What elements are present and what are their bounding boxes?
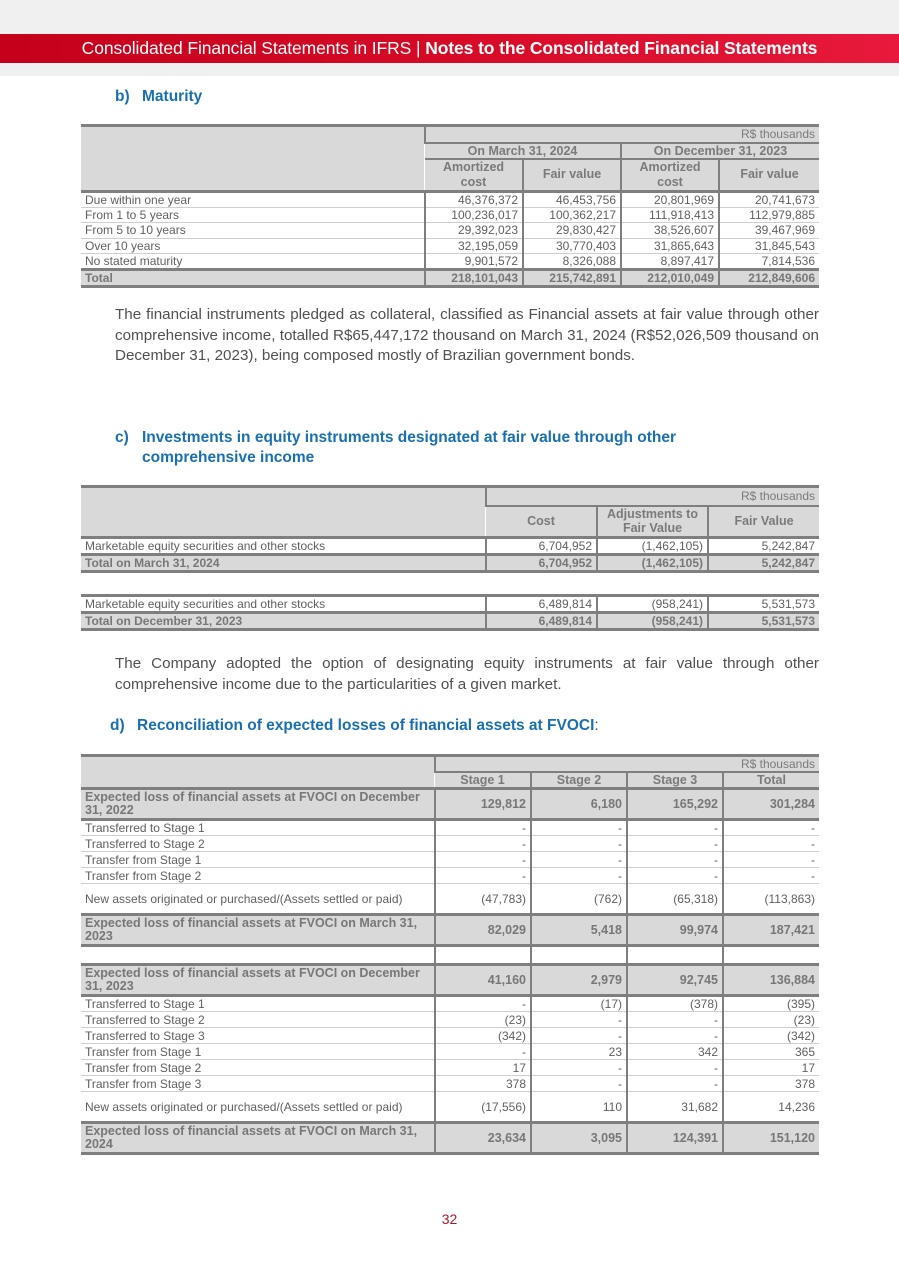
- section-b-title: Maturity: [142, 88, 203, 105]
- row-label: Due within one year: [81, 191, 425, 207]
- period-header: On March 31, 2024: [425, 143, 621, 159]
- table-row: [81, 820, 819, 836]
- cell: 100,362,217: [523, 207, 621, 223]
- cell: 8,326,088: [523, 254, 621, 270]
- cell: 5,531,573: [708, 613, 819, 630]
- cell: -: [627, 820, 723, 836]
- cell: 20,741,673: [719, 191, 819, 207]
- cell: 100,236,017: [425, 207, 523, 223]
- cell: (378): [627, 996, 723, 1012]
- cell: -: [627, 868, 723, 884]
- cell: -: [531, 1076, 627, 1092]
- row-label: Transferred to Stage 3: [81, 1028, 435, 1044]
- cell: 365: [723, 1044, 819, 1060]
- cell: 14,236: [723, 1092, 819, 1123]
- row-label: Transfer from Stage 2: [81, 1060, 435, 1076]
- cell: 17: [435, 1060, 531, 1076]
- cell: (1,462,105): [597, 555, 708, 572]
- column-header: Fair value: [719, 159, 819, 192]
- row-label: Expected loss of financial assets at FVOCI on December 31, 2023: [81, 965, 435, 996]
- maturity-corner: [81, 126, 425, 192]
- row-label: Transfer from Stage 1: [81, 1044, 435, 1060]
- table-row: [81, 1076, 819, 1092]
- section-d-letter: d): [110, 717, 125, 734]
- cell: (17): [531, 996, 627, 1012]
- unit-label: R$ thousands: [486, 487, 819, 506]
- cell: 218,101,043: [425, 270, 523, 287]
- unit-label: R$ thousands: [425, 126, 819, 143]
- section-b-letter: b): [115, 88, 130, 105]
- cell: -: [435, 868, 531, 884]
- cell: 378: [723, 1076, 819, 1092]
- row-label: New assets originated or purchased/(Assets settled or paid): [81, 1092, 435, 1123]
- cell: -: [627, 1060, 723, 1076]
- closing-balance-row: [81, 915, 819, 946]
- cell: 30,770,403: [523, 238, 621, 254]
- cell: 215,742,891: [523, 270, 621, 287]
- table-row: [81, 254, 819, 270]
- table-row: [81, 852, 819, 868]
- table-row: [81, 191, 819, 207]
- cell: (23): [435, 1012, 531, 1028]
- total-row: [81, 613, 819, 630]
- row-label: Transfer from Stage 3: [81, 1076, 435, 1092]
- cell: (65,318): [627, 884, 723, 915]
- collateral-paragraph: The financial instruments pledged as collateral, classified as Financial assets at fair value through other comprehensive income, totalled R$65,447,172 thousand on March 31, 2024 (R$52,026,509 thousand on December 31, 2023), being composed mostly of Brazilian government bonds.: [115, 306, 819, 364]
- row-label: Marketable equity securities and other stocks: [81, 538, 486, 555]
- top-margin: [0, 0, 899, 34]
- page-number: 32: [441, 1211, 458, 1227]
- cell: 99,974: [627, 915, 723, 946]
- cell: 6,489,814: [486, 613, 597, 630]
- row-label: Total on March 31, 2024: [81, 555, 486, 572]
- header-title-regular: Consolidated Financial Statements in IFRS |: [81, 38, 426, 58]
- row-label: Transferred to Stage 2: [81, 836, 435, 852]
- table-row: [81, 1028, 819, 1044]
- cell: -: [435, 836, 531, 852]
- table-row: [81, 538, 819, 555]
- table-row: [81, 207, 819, 223]
- cell: 212,849,606: [719, 270, 819, 287]
- cell: -: [435, 1044, 531, 1060]
- cell: 31,845,543: [719, 238, 819, 254]
- cell: 9,901,572: [425, 254, 523, 270]
- cell: 39,467,969: [719, 223, 819, 239]
- opening-balance-row: [81, 789, 819, 820]
- section-d-heading: [110, 716, 599, 736]
- spacer-row: [81, 946, 819, 965]
- table-row: [81, 836, 819, 852]
- cell: 5,242,847: [708, 555, 819, 572]
- total-row: [81, 555, 819, 572]
- row-label: Marketable equity securities and other stocks: [85, 597, 326, 611]
- cell: 29,830,427: [523, 223, 621, 239]
- cell: (958,241): [597, 613, 708, 630]
- period-header: On December 31, 2023: [621, 143, 819, 159]
- cell: (23): [723, 1012, 819, 1028]
- cell: 20,801,969: [621, 191, 719, 207]
- fvoci-reconciliation-table: [81, 754, 819, 1155]
- cell: 29,392,023: [425, 223, 523, 239]
- cell: 17: [723, 1060, 819, 1076]
- cell: -: [627, 852, 723, 868]
- cell: 136,884: [723, 965, 819, 996]
- cell: -: [435, 852, 531, 868]
- cell: 187,421: [723, 915, 819, 946]
- cell: (342): [723, 1028, 819, 1044]
- row-label: Transfer from Stage 1: [81, 852, 435, 868]
- section-c-title-line2: comprehensive income: [142, 449, 315, 466]
- column-header: Fair Value: [708, 506, 819, 538]
- row-label: New assets originated or purchased/(Assets settled or paid): [81, 884, 435, 915]
- section-c-title-line1: Investments in equity instruments designated at fair value through other: [142, 429, 676, 446]
- cell: 151,120: [723, 1123, 819, 1154]
- cell: 31,682: [627, 1092, 723, 1123]
- row-label: No stated maturity: [81, 254, 425, 270]
- cell: -: [531, 1028, 627, 1044]
- row-label: Expected loss of financial assets at FVOCI on December 31, 2022: [81, 789, 435, 820]
- row-label: Total: [81, 270, 425, 287]
- equity-table-march-2024: [81, 485, 819, 573]
- cell: 124,391: [627, 1123, 723, 1154]
- cell: -: [723, 820, 819, 836]
- row-label: Transferred to Stage 1: [81, 996, 435, 1012]
- table-row: [81, 996, 819, 1012]
- column-header: Cost: [486, 506, 597, 538]
- table-row: [81, 596, 819, 613]
- cell: 82,029: [435, 915, 531, 946]
- table-row: [81, 868, 819, 884]
- page-header-banner: [0, 34, 899, 63]
- cell: -: [435, 820, 531, 836]
- cell: 6,489,814: [486, 596, 597, 613]
- equity-paragraph: The Company adopted the option of designating equity instruments at fair value through other comprehensive income due to the particularities of a given market.: [115, 655, 819, 693]
- row-label: From 1 to 5 years: [81, 207, 425, 223]
- section-b-heading: [115, 87, 202, 107]
- row-label: Total on December 31, 2023: [81, 613, 486, 630]
- cell: 6,704,952: [486, 555, 597, 572]
- table-row: [81, 1060, 819, 1076]
- cell: -: [627, 1012, 723, 1028]
- total-row: [81, 270, 819, 287]
- header-title-bold: Notes to the Consolidated Financial Statements: [425, 38, 818, 58]
- cell: (342): [435, 1028, 531, 1044]
- cell: -: [531, 868, 627, 884]
- table-row: [81, 884, 819, 915]
- cell: 41,160: [435, 965, 531, 996]
- cell: -: [531, 852, 627, 868]
- table-row: [81, 238, 819, 254]
- row-label: Expected loss of financial assets at FVOCI on March 31, 2023: [81, 915, 435, 946]
- cell: (1,462,105): [597, 538, 708, 555]
- column-header: Amortized cost: [621, 159, 719, 192]
- cell: 32,195,059: [425, 238, 523, 254]
- cell: 6,180: [531, 789, 627, 820]
- cell: 46,453,756: [523, 191, 621, 207]
- row-label: Transfer from Stage 2: [81, 868, 435, 884]
- cell: -: [627, 1076, 723, 1092]
- equity-table-december-2023: [81, 594, 819, 631]
- cell: 5,418: [531, 915, 627, 946]
- cell: -: [723, 852, 819, 868]
- cell: 38,526,607: [621, 223, 719, 239]
- equity-corner: [81, 487, 486, 538]
- cell: (958,241): [597, 596, 708, 613]
- column-header: Stage 3: [627, 772, 723, 789]
- column-header: Adjustments to Fair Value: [597, 506, 708, 538]
- row-label: Transferred to Stage 2: [81, 1012, 435, 1028]
- closing-balance-row: [81, 1123, 819, 1154]
- cell: 7,814,536: [719, 254, 819, 270]
- opening-balance-row: [81, 965, 819, 996]
- header-underband: [0, 63, 899, 76]
- cell: 301,284: [723, 789, 819, 820]
- column-header: Stage 1: [435, 772, 531, 789]
- cell: -: [627, 836, 723, 852]
- row-label: Over 10 years: [81, 238, 425, 254]
- cell: 8,897,417: [621, 254, 719, 270]
- cell: 111,918,413: [621, 207, 719, 223]
- table-row: [81, 1044, 819, 1060]
- cell: 110: [531, 1092, 627, 1123]
- column-header: Amortized cost: [425, 159, 523, 192]
- section-c-heading: [115, 428, 676, 468]
- cell: 92,745: [627, 965, 723, 996]
- cell: -: [723, 836, 819, 852]
- section-d-colon: :: [594, 717, 599, 734]
- cell: 5,242,847: [708, 538, 819, 555]
- table-row: [81, 223, 819, 239]
- cell: 46,376,372: [425, 191, 523, 207]
- cell: -: [531, 820, 627, 836]
- cell: -: [627, 1028, 723, 1044]
- column-header: Stage 2: [531, 772, 627, 789]
- cell: 129,812: [435, 789, 531, 820]
- cell: 23,634: [435, 1123, 531, 1154]
- cell: (113,863): [723, 884, 819, 915]
- maturity-table: [81, 124, 819, 288]
- cell: (17,556): [435, 1092, 531, 1123]
- cell: 378: [435, 1076, 531, 1092]
- row-label: Transferred to Stage 1: [81, 820, 435, 836]
- column-header: Total: [723, 772, 819, 789]
- cell: -: [531, 1060, 627, 1076]
- cell: 6,704,952: [486, 538, 597, 555]
- section-c-letter: c): [115, 429, 129, 446]
- cell: -: [531, 1012, 627, 1028]
- row-label: From 5 to 10 years: [81, 223, 425, 239]
- table-row: [81, 1092, 819, 1123]
- cell: (395): [723, 996, 819, 1012]
- cell: (762): [531, 884, 627, 915]
- cell: -: [435, 996, 531, 1012]
- cell: 5,531,573: [708, 596, 819, 613]
- cell: 212,010,049: [621, 270, 719, 287]
- unit-label: R$ thousands: [435, 756, 819, 773]
- cell: 31,865,643: [621, 238, 719, 254]
- cell: -: [531, 836, 627, 852]
- cell: 2,979: [531, 965, 627, 996]
- cell: (47,783): [435, 884, 531, 915]
- cell: -: [723, 868, 819, 884]
- cell: 23: [531, 1044, 627, 1060]
- cell: 342: [627, 1044, 723, 1060]
- table-row: [81, 1012, 819, 1028]
- cell: 112,979,885: [719, 207, 819, 223]
- recon-corner: [81, 756, 435, 789]
- cell: 165,292: [627, 789, 723, 820]
- cell: 3,095: [531, 1123, 627, 1154]
- section-d-title: Reconciliation of expected losses of financial assets at FVOCI: [137, 717, 595, 734]
- row-label: Expected loss of financial assets at FVOCI on March 31, 2024: [81, 1123, 435, 1154]
- column-header: Fair value: [523, 159, 621, 192]
